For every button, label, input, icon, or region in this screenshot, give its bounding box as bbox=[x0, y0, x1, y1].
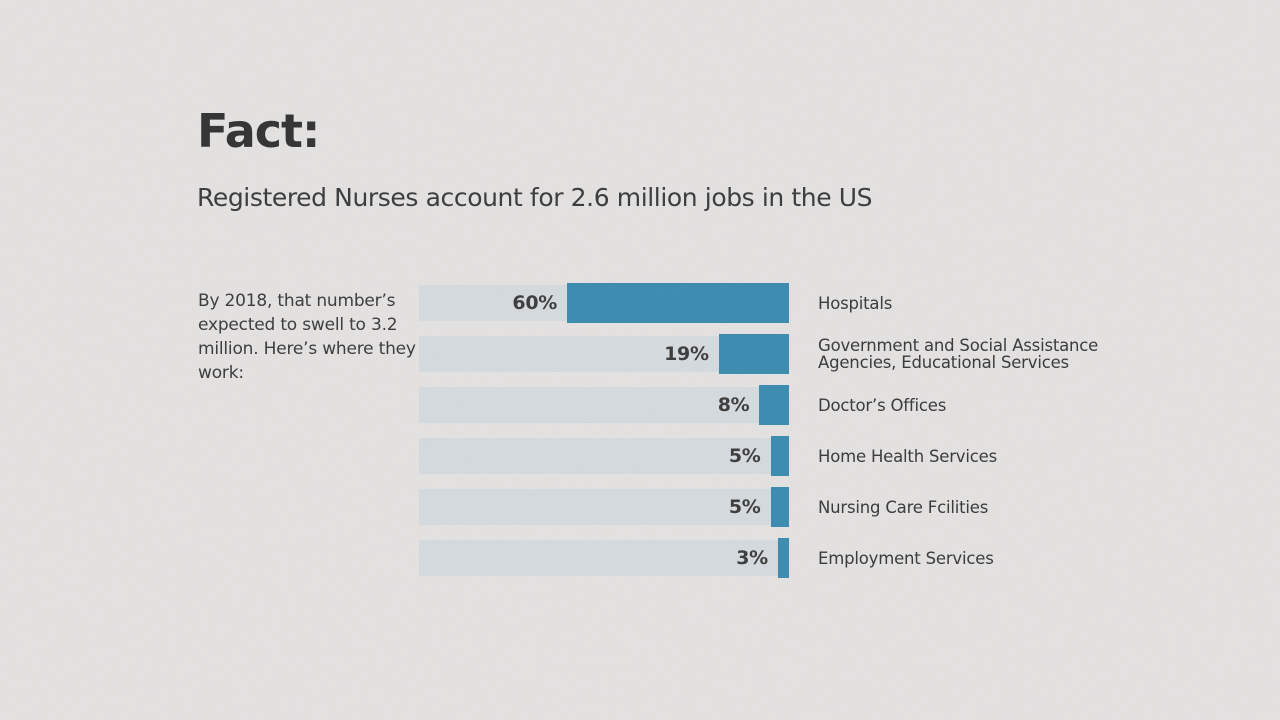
bar-fill bbox=[771, 436, 790, 476]
bar-row bbox=[419, 285, 789, 321]
bar-fill bbox=[567, 283, 789, 323]
bar-row bbox=[419, 336, 789, 372]
bar-value-label: 5% bbox=[728, 445, 761, 467]
category-label: Doctor’s Offices bbox=[818, 395, 947, 415]
bar-value-label: 3% bbox=[736, 547, 768, 569]
bar-fill bbox=[759, 385, 789, 425]
category-label: Hospitals bbox=[818, 293, 893, 313]
bar-chart bbox=[419, 285, 789, 591]
bar-value-label: 60% bbox=[512, 292, 557, 314]
bar-value-label: 8% bbox=[717, 394, 750, 416]
bar-value-label: 5% bbox=[728, 496, 761, 518]
category-label-column bbox=[818, 285, 1118, 591]
category-label: Nursing Care Fcilities bbox=[818, 497, 989, 517]
category-label: Home Health Services bbox=[818, 446, 997, 466]
bar-row bbox=[419, 438, 789, 474]
bar-value-label: 19% bbox=[664, 343, 709, 365]
page-title: Fact: bbox=[197, 104, 320, 158]
intro-paragraph: By 2018, that number’s expected to swell to 3.2 million. Here’s where they work: bbox=[198, 291, 416, 383]
bar-row bbox=[419, 387, 789, 423]
bar-row bbox=[419, 540, 789, 576]
bar-fill bbox=[771, 487, 790, 527]
bar-track bbox=[419, 540, 789, 576]
page-subtitle: Registered Nurses account for 2.6 million jobs in the US bbox=[197, 183, 873, 212]
category-label: Government and Social Assistance Agencies, Educational Services bbox=[818, 336, 1099, 372]
category-label: Employment Services bbox=[818, 548, 994, 568]
bar-row bbox=[419, 489, 789, 525]
bar-fill bbox=[778, 538, 789, 578]
bar-track bbox=[419, 285, 789, 321]
bar-fill bbox=[719, 334, 789, 374]
bar-track bbox=[419, 336, 789, 372]
